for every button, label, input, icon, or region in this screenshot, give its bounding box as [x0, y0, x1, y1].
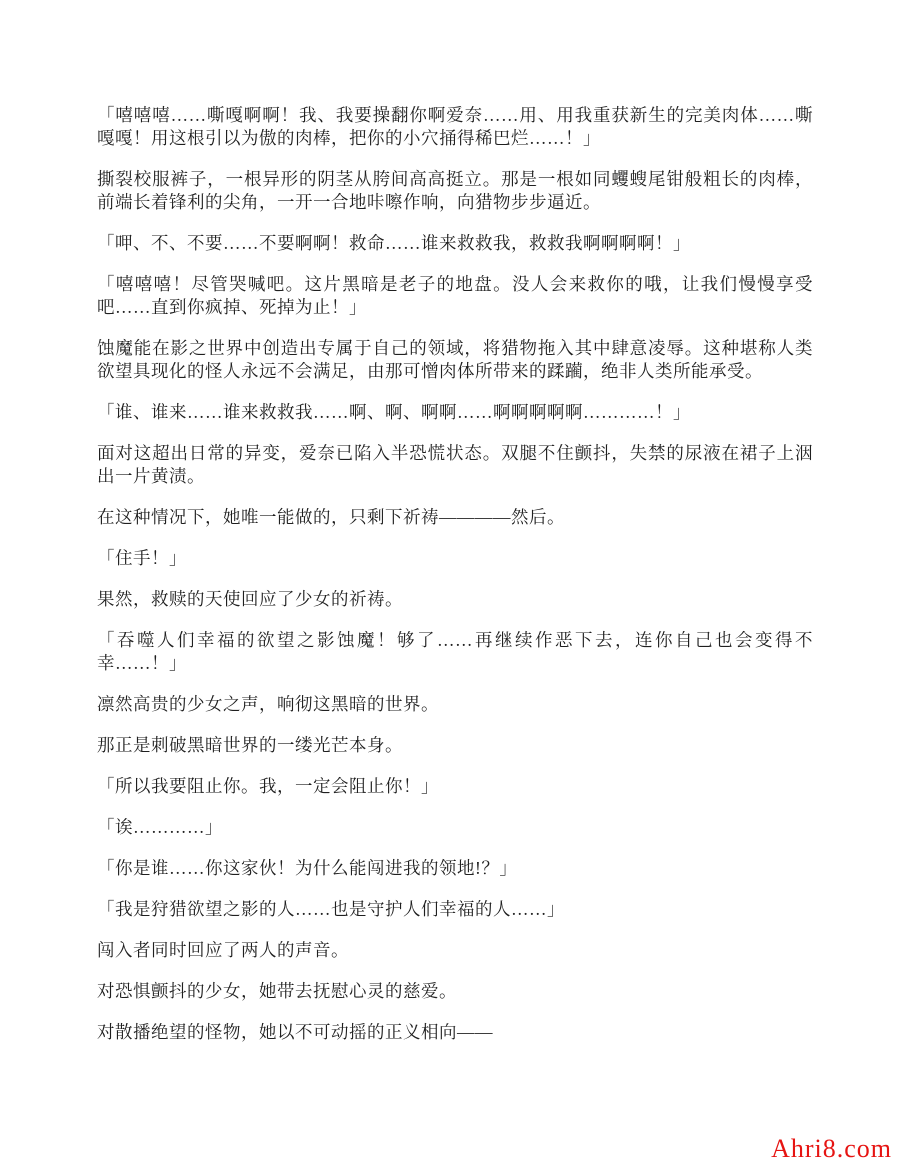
paragraph: 「谁、谁来……谁来救救我……啊、啊、啊啊……啊啊啊啊啊…………！」 — [97, 402, 691, 422]
paragraph: 撕裂校服裤子，一根异形的阴茎从胯间高高挺立。那是一根如同蠼螋尾钳般粗长的肉棒，前端长着锋利的尖角，一开一合地咔嚓作响，向猎物步步逼近。 — [97, 169, 813, 212]
paragraph: 「吞噬人们幸福的欲望之影蚀魔！够了……再继续作恶下去，连你自己也会变得不幸……！」 — [97, 630, 813, 673]
paragraph: 「嘻嘻嘻……嘶嘎啊啊！我、我要操翻你啊爱奈……用、用我重获新生的完美肉体……嘶嘎嘎！用这根引以为傲的肉棒，把你的小穴捅得稀巴烂……！」 — [97, 105, 813, 148]
paragraph: 「所以我要阻止你。我，一定会阻止你！」 — [97, 776, 439, 796]
paragraph: 凛然高贵的少女之声，响彻这黑暗的世界。 — [97, 694, 439, 714]
paragraph: 面对这超出日常的异变，爱奈已陷入半恐慌状态。双腿不住颤抖，失禁的尿液在裙子上洇出一片黄渍。 — [97, 443, 813, 486]
paragraph: 对散播绝望的怪物，她以不可动摇的正义相向—— — [97, 1022, 493, 1042]
paragraph: 「住手！」 — [97, 548, 187, 568]
paragraph: 在这种情况下，她唯一能做的，只剩下祈祷————然后。 — [97, 507, 565, 527]
paragraph: 「嘻嘻嘻！尽管哭喊吧。这片黑暗是老子的地盘。没人会来救你的哦，让我们慢慢享受吧……直到你疯掉、死掉为止！」 — [97, 274, 813, 317]
paragraph: 「你是谁……你这家伙！为什么能闯进我的领地!？」 — [97, 858, 518, 878]
paragraph: 「诶…………」 — [97, 817, 223, 837]
paragraph: 那正是刺破黑暗世界的一缕光芒本身。 — [97, 735, 403, 755]
text-block — [97, 104, 813, 1062]
paragraph: 「我是狩猎欲望之影的人……也是守护人们幸福的人……」 — [97, 899, 565, 919]
paragraph: 闯入者同时回应了两人的声音。 — [97, 940, 349, 960]
site-watermark: Ahri8.com — [771, 1134, 892, 1163]
paragraph: 果然，救赎的天使回应了少女的祈祷。 — [97, 589, 403, 609]
paragraph: 蚀魔能在影之世界中创造出专属于自己的领域，将猎物拖入其中肆意凌辱。这种堪称人类欲望具现化的怪人永远不会满足，由那可憎肉体所带来的蹂躏，绝非人类所能承受。 — [97, 338, 813, 381]
paragraph: 「呷、不、不要……不要啊啊！救命……谁来救救我，救救我啊啊啊啊！」 — [97, 233, 691, 253]
paragraph: 对恐惧颤抖的少女，她带去抚慰心灵的慈爱。 — [97, 981, 457, 1001]
